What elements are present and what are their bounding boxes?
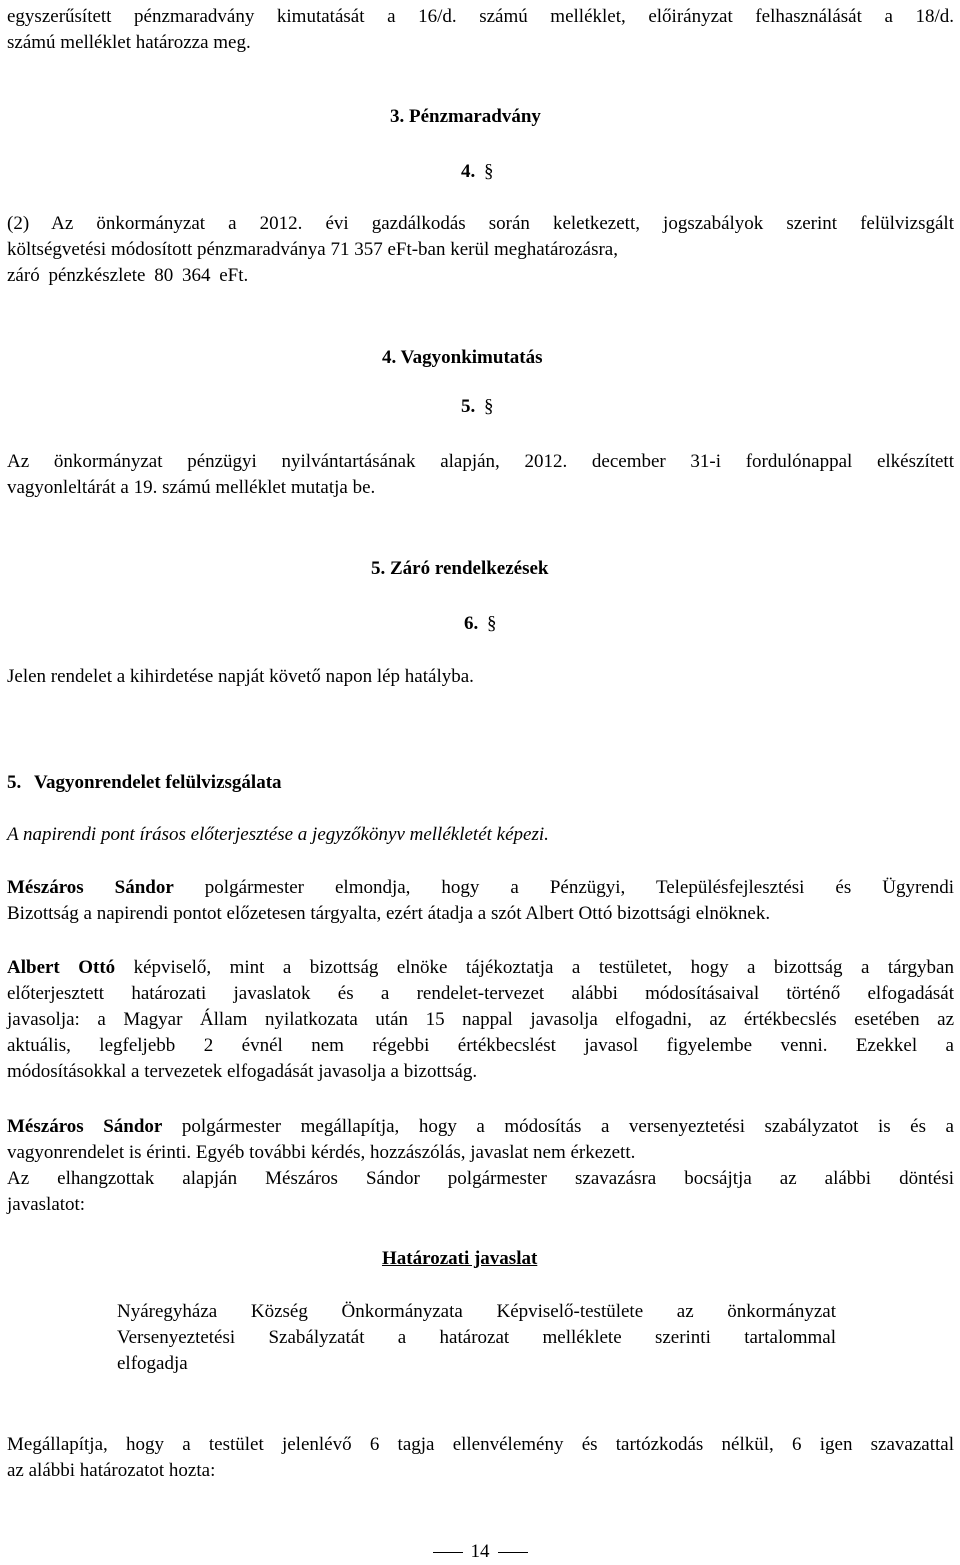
text-line: elfogadja: [117, 1353, 188, 1374]
agenda-item-title: Vagyonrendelet felülvizsgálata: [34, 772, 282, 793]
paragraph-hatalyba: Jelen rendelet a kihirdetése napját követő napon lép hatályba.: [7, 666, 474, 687]
resolution-title: Határozati javaslat: [382, 1248, 538, 1269]
text-line: javasolja: a Magyar Állam nyilatkozata után 15 nappal javasolja elfogadni, az értékbecslés esetében az: [7, 1009, 954, 1030]
paragraph-vagyon: [7, 449, 954, 501]
agenda-item-heading: [7, 770, 954, 796]
section-number: 5.: [461, 396, 476, 417]
footer-dash-left: [433, 1552, 463, 1553]
agenda-item-number: 5.: [7, 772, 22, 793]
text-line: Megállapítja, hogy a testület jelenlévő 6 tagja ellenvélemény és tartózkodás nélkül, 6 igen szavazattal: [7, 1434, 954, 1455]
paragraph-meszaros-1: [7, 875, 954, 927]
speaker-name: Mészáros Sándor: [7, 1116, 163, 1137]
text-line: előterjesztett határozati javaslatok és a rendelet-tervezet alábbi módosításaival történő elfogadását: [7, 983, 954, 1004]
section-symbol: §: [484, 396, 494, 417]
paragraph-penzmaradvany: [7, 211, 954, 289]
text-line: Versenyeztetési Szabályzatát a határozat melléklete szerinti tartalommal: [117, 1327, 836, 1348]
text-line: az alábbi határozatot hozta:: [7, 1460, 216, 1481]
top-paragraph: [7, 4, 954, 56]
paragraph-meszaros-2: [7, 1114, 954, 1218]
text-line: egyszerűsített pénzmaradvány kimutatását a 16/d. számú melléklet, előirányzat felhasználását a 18/d.: [7, 6, 954, 27]
section-mark-5: [461, 394, 494, 420]
text-line: Mészáros Sándor polgármester megállapítja, hogy a módosítás a versenyeztetési szabályzatot is és a: [7, 1116, 954, 1137]
footer-dash-right: [498, 1552, 528, 1553]
text-line: vagyonrendelet is érinti. Egyéb további kérdés, hozzászólás, javaslat nem érkezett.: [7, 1142, 636, 1163]
section-number: 4.: [461, 161, 476, 182]
paragraph-albert: [7, 955, 954, 1085]
heading-penzmaradvany: 3. Pénzmaradvány: [390, 106, 541, 127]
heading-vagyonkimutatas: 4. Vagyonkimutatás: [382, 347, 543, 368]
italic-note: A napirendi pont írásos előterjesztése a jegyzőkönyv mellékletét képezi.: [7, 824, 549, 845]
paragraph-vote: [7, 1432, 954, 1484]
speaker-name: Albert Ottó: [7, 957, 116, 978]
text-line: költségvetési módosított pénzmaradványa 71 357 eFt-ban kerül meghatározásra,: [7, 239, 618, 260]
text-line: számú melléklet határozza meg.: [7, 32, 251, 53]
page-footer: [0, 1539, 960, 1565]
section-mark-4: [461, 159, 494, 185]
text-line: Albert Ottó képviselő, mint a bizottság elnöke tájékoztatja a testületet, hogy a bizottság a tárgyban: [7, 957, 954, 978]
text-line: Bizottság a napirendi pontot előzetesen tárgyalta, ezért átadja a szót Albert Ottó bizottsági elnöknek.: [7, 903, 771, 924]
heading-zaro-rendelkezesek: 5. Záró rendelkezések: [371, 558, 549, 579]
text-line: aktuális, legfeljebb 2 évnél nem régebbi értékbecslést javasol figyelembe venni. Ezekkel a: [7, 1035, 954, 1056]
section-symbol: §: [487, 613, 497, 634]
text-line: javaslatot:: [7, 1194, 86, 1215]
section-mark-6: [464, 611, 497, 637]
text-line: Az önkormányzat pénzügyi nyilvántartásának alapján, 2012. december 31-i fordulónappal elkészített: [7, 451, 954, 472]
speaker-name: Mészáros Sándor: [7, 877, 174, 898]
resolution-text: [117, 1299, 836, 1377]
text-line: záró pénzkészlete 80 364 eFt.: [7, 265, 249, 286]
text-line: Mészáros Sándor polgármester elmondja, hogy a Pénzügyi, Településfejlesztési és Ügyrendi: [7, 877, 954, 898]
text-line: módosításokkal a tervezetek elfogadását javasolja a bizottság.: [7, 1061, 478, 1082]
text-line: (2) Az önkormányzat a 2012. évi gazdálkodás során keletkezett, jogszabályok szerint felülvizsgált: [7, 213, 954, 234]
text-line: vagyonleltárát a 19. számú melléklet mutatja be.: [7, 477, 376, 498]
section-symbol: §: [484, 161, 494, 182]
text-line: Nyáregyháza Község Önkormányzata Képviselő-testülete az önkormányzat: [117, 1301, 836, 1322]
text-line: Az elhangzottak alapján Mészáros Sándor polgármester szavazásra bocsájtja az alábbi döntési: [7, 1168, 954, 1189]
section-number: 6.: [464, 613, 479, 634]
page-number: 14: [470, 1541, 490, 1562]
